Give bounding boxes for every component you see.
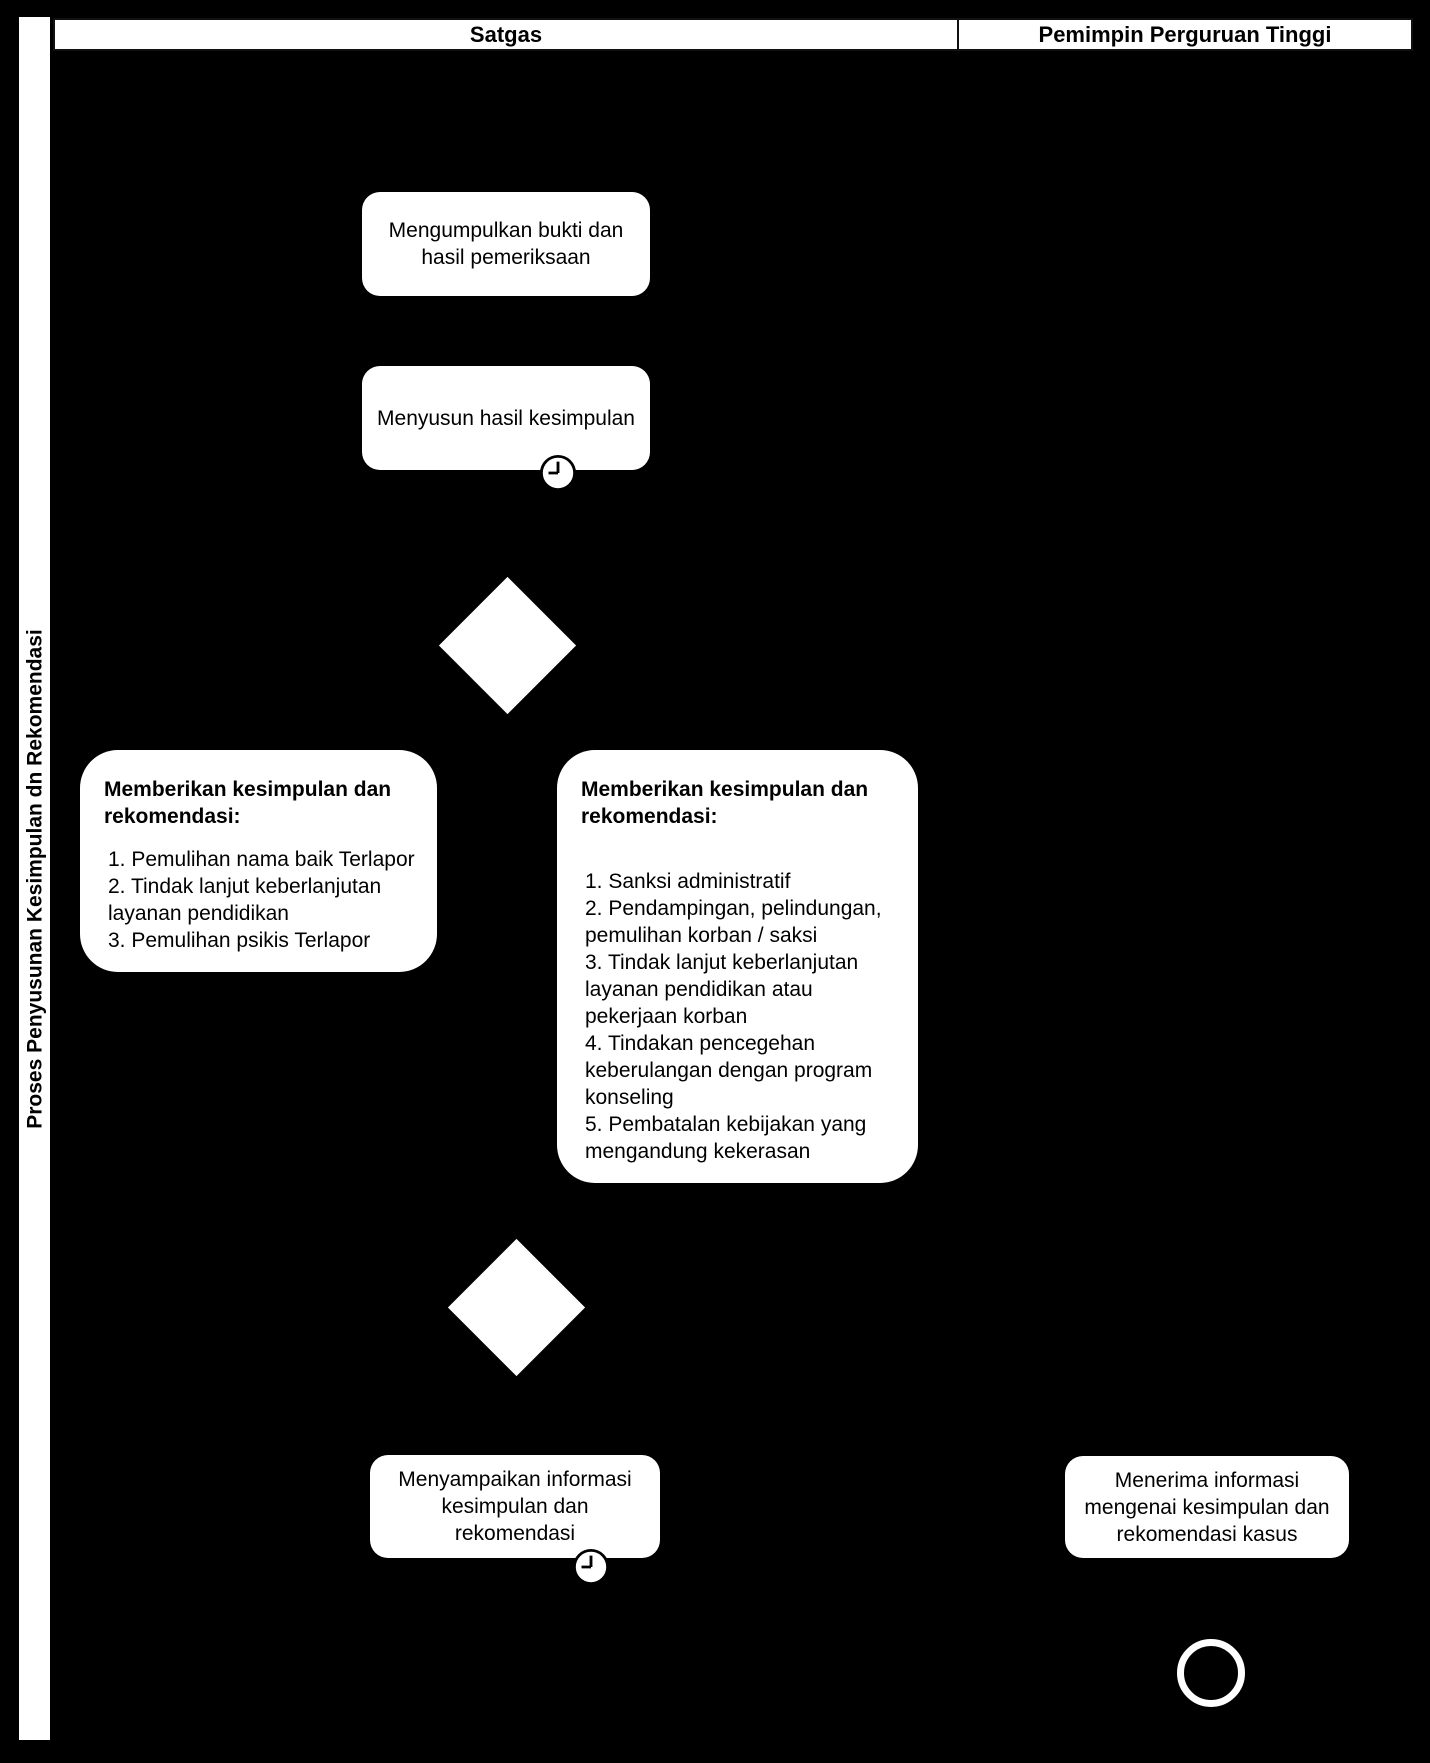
task-menerima-informasi	[1065, 1456, 1349, 1558]
process-label-strip	[19, 17, 50, 1740]
reco-left-title: Memberikan kesimpulan dan rekomendasi:	[104, 778, 392, 828]
reco-left-item: 1. Pemulihan nama baik Terlapor	[108, 848, 415, 871]
task-rekomendasi-terlapor	[80, 750, 437, 972]
reco-right-items	[581, 868, 898, 1165]
lane-header-satgas	[53, 18, 959, 51]
reco-left-item: 2. Tindak lanjut keberlanjutan layanan pendidikan	[108, 875, 382, 925]
task-menyampaikan-informasi	[370, 1455, 660, 1558]
reco-right-item: 4. Tindakan pencegehan keberulangan dengan program konseling	[585, 1032, 873, 1109]
reco-right-item: 1. Sanksi administratif	[585, 870, 791, 893]
reco-right-item: 3. Tindak lanjut keberlanjutan layanan pendidikan atau pekerjaan korban	[585, 951, 859, 1028]
lane-header-pemimpin-label: Pemimpin Perguruan Tinggi	[1038, 21, 1332, 47]
lane-header-pemimpin	[957, 18, 1413, 51]
reco-right-title: Memberikan kesimpulan dan rekomendasi:	[581, 778, 869, 828]
lane-header-satgas-label: Satgas	[469, 21, 543, 47]
task-rekomendasi-korban	[557, 750, 918, 1183]
reco-right-item: 2. Pendampingan, pelindungan, pemulihan korban / saksi	[585, 897, 882, 947]
gateway-diamond-2	[448, 1239, 585, 1376]
timer-clock-icon	[572, 1548, 610, 1586]
gateway-diamond-1	[439, 577, 576, 714]
reco-right-item: 5. Pembatalan kebijakan yang mengandung kekerasan	[585, 1113, 867, 1163]
timer-clock-icon	[539, 454, 577, 492]
end-event-circle	[1177, 1639, 1245, 1707]
task-menerima-informasi-label: Menerima informasi mengenai kesimpulan dan rekomendasi kasus	[1084, 1468, 1330, 1546]
process-label: Proses Penyusunan Kesimpulan dn Rekomendasi	[23, 628, 46, 1129]
task-mengumpulkan-bukti-label: Mengumpulkan bukti dan hasil pemeriksaan	[388, 219, 624, 269]
reco-left-items	[104, 846, 417, 954]
task-mengumpulkan-bukti	[362, 192, 650, 296]
task-menyusun-kesimpulan	[362, 366, 650, 470]
task-menyampaikan-informasi-label: Menyampaikan informasi kesimpulan dan rekomendasi	[398, 1468, 632, 1545]
reco-left-item: 3. Pemulihan psikis Terlapor	[108, 929, 371, 952]
task-menyusun-kesimpulan-label: Menyusun hasil kesimpulan	[377, 406, 635, 430]
